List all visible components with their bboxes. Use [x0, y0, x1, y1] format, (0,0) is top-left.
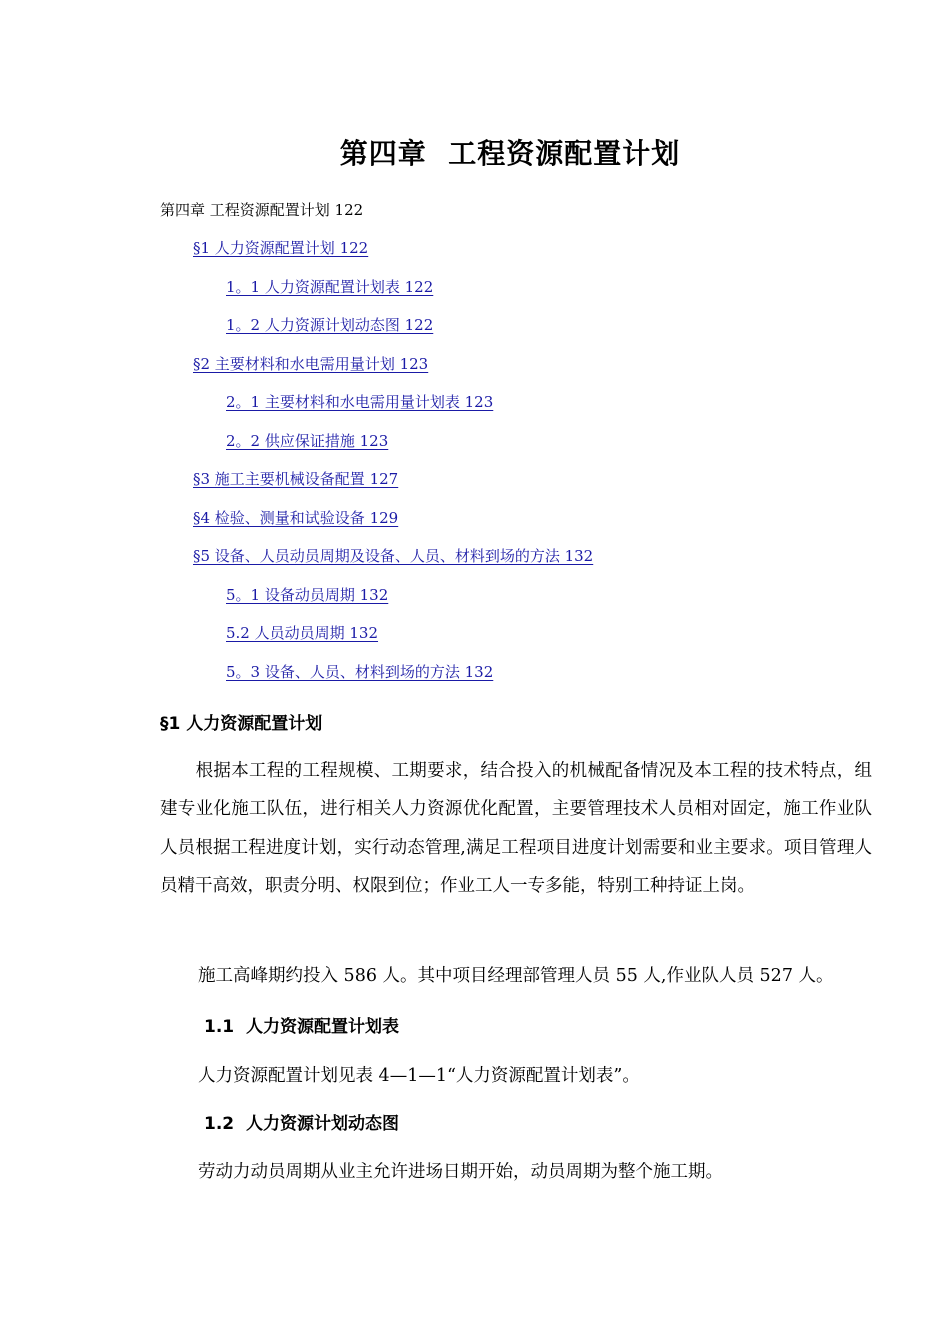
- toc-link-2-1[interactable]: 2。1 主要材料和水电需用量计划表 123: [226, 393, 494, 411]
- toc-link-5-3[interactable]: 5。3 设备、人员、材料到场的方法 132: [226, 663, 494, 681]
- toc-link-1-1[interactable]: 1。1 人力资源配置计划表 122: [226, 278, 434, 296]
- toc-heading: 第四章 工程资源配置计划 122: [160, 201, 364, 219]
- section-heading: §1 人力资源配置计划: [160, 714, 323, 734]
- toc-link-2-2[interactable]: 2。2 供应保证措施 123: [226, 432, 389, 450]
- toc-link-5-2[interactable]: 5.2 人员动员周期 132: [226, 624, 379, 642]
- staffing-summary: 施工高峰期约投入 586 人。其中项目经理部管理人员 55 人,作业队人员 527 人。: [198, 966, 834, 986]
- subsection-heading-1-2: 1.2 人力资源计划动态图: [204, 1114, 399, 1134]
- chapter-title: 第四章 工程资源配置计划: [339, 137, 681, 170]
- subsection-heading-1-1: 1.1 人力资源配置计划表: [204, 1017, 399, 1037]
- toc-link-section-5[interactable]: §5 设备、人员动员周期及设备、人员、材料到场的方法 132: [193, 547, 594, 565]
- body-paragraph: 根据本工程的工程规模、工期要求，结合投入的机械配备情况及本工程的技术特点，组建专业化施工队伍，进行相关人力资源优化配置，主要管理技术人员相对固定，施工作业队人员根据工程进度计划，实行动态管理,满足工程项目进度计划需要和业主要求。项目管理人员精干高效，职责分明、权限到位；作业工人一专多能，特别工种持证上岗。: [160, 761, 872, 897]
- toc-link-section-1[interactable]: §1 人力资源配置计划 122: [193, 239, 369, 257]
- toc-link-5-1[interactable]: 5。1 设备动员周期 132: [226, 586, 389, 604]
- subsection-text-1-2: 劳动力动员周期从业主允许进场日期开始，动员周期为整个施工期。: [198, 1162, 723, 1182]
- toc-link-section-2[interactable]: §2 主要材料和水电需用量计划 123: [193, 355, 429, 373]
- toc-link-section-4[interactable]: §4 检验、测量和试验设备 129: [193, 509, 399, 527]
- toc-link-section-3[interactable]: §3 施工主要机械设备配置 127: [193, 470, 399, 488]
- subsection-text-1-1: 人力资源配置计划见表 4—1—1“人力资源配置计划表”。: [198, 1066, 640, 1086]
- toc-link-1-2[interactable]: 1。2 人力资源计划动态图 122: [226, 316, 434, 334]
